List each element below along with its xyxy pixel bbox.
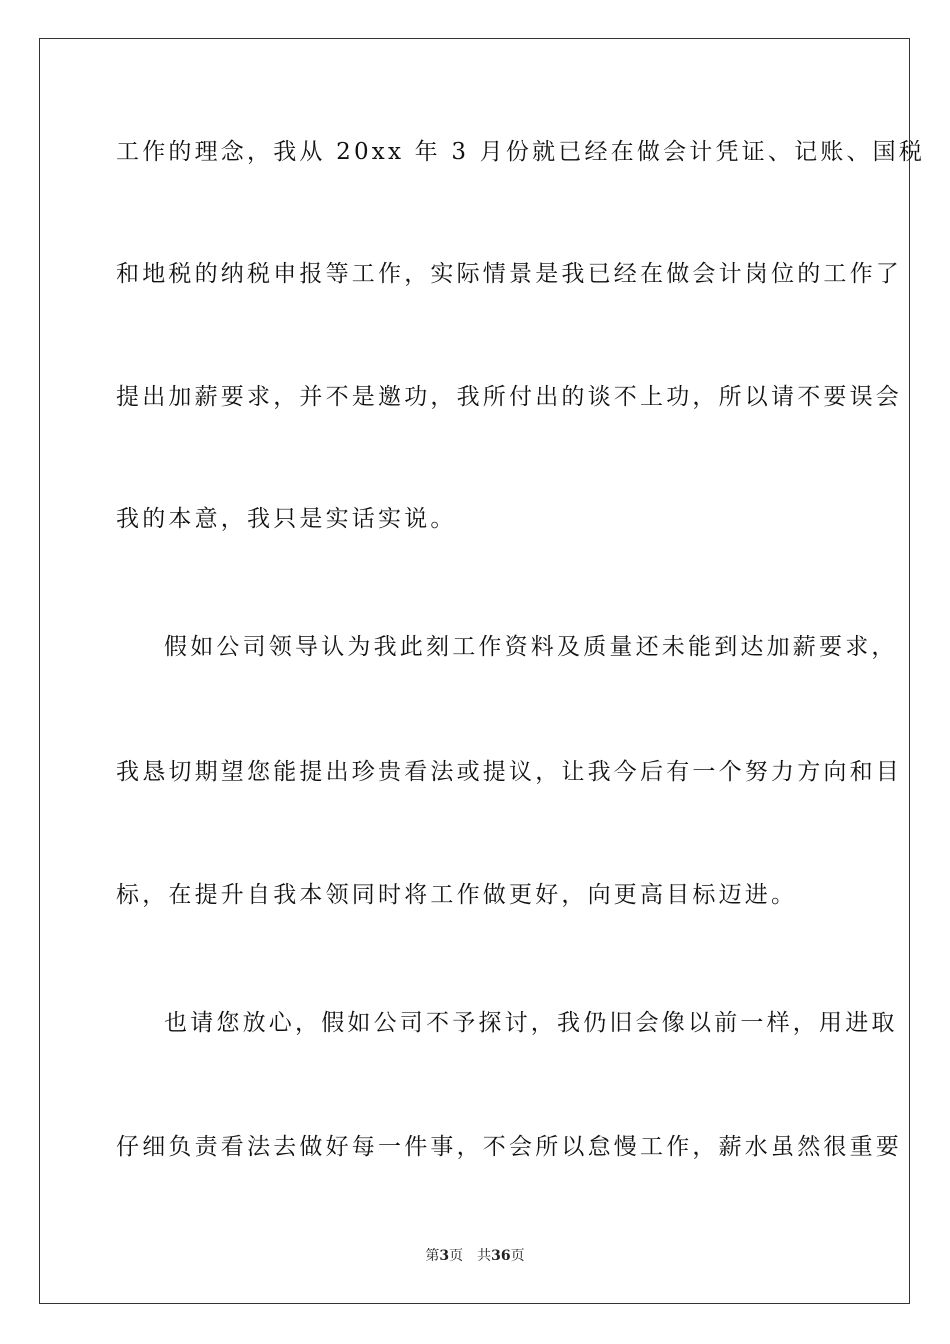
page-prefix: 第 [425,1248,440,1264]
page-number: 3 [439,1248,450,1264]
text-line-7: 标，在提升自我本领同时将工作做更好，向更高目标迈进。 [116,882,798,908]
total-prefix: 共 [477,1248,492,1264]
text-line-5: 假如公司领导认为我此刻工作资料及质量还未能到达加薪要求， [164,634,898,660]
text-line-6: 我恳切期望您能提出珍贵看法或提议，让我今后有一个努力方向和目 [116,759,902,785]
page-footer [0,1247,950,1265]
total-pages: 36 [491,1248,511,1264]
text-line-9: 仔细负责看法去做好每一件事，不会所以怠慢工作，薪水虽然很重要 [116,1134,902,1160]
page-suffix: 页 [449,1248,464,1264]
text-line-3: 提出加薪要求，并不是邀功，我所付出的谈不上功，所以请不要误会 [116,384,902,410]
text-line-8: 也请您放心，假如公司不予探讨，我仍旧会像以前一样，用进取 [164,1010,898,1036]
text-line-1: 工作的理念，我从 20xx 年 3 月份就已经在做会计凭证、记账、国税 [116,139,926,165]
total-suffix: 页 [510,1248,525,1264]
text-line-2: 和地税的纳税申报等工作，实际情景是我已经在做会计岗位的工作了 [116,261,902,287]
page-border [39,38,926,1304]
text-line-4: 我的本意，我只是实话实说。 [116,506,457,532]
